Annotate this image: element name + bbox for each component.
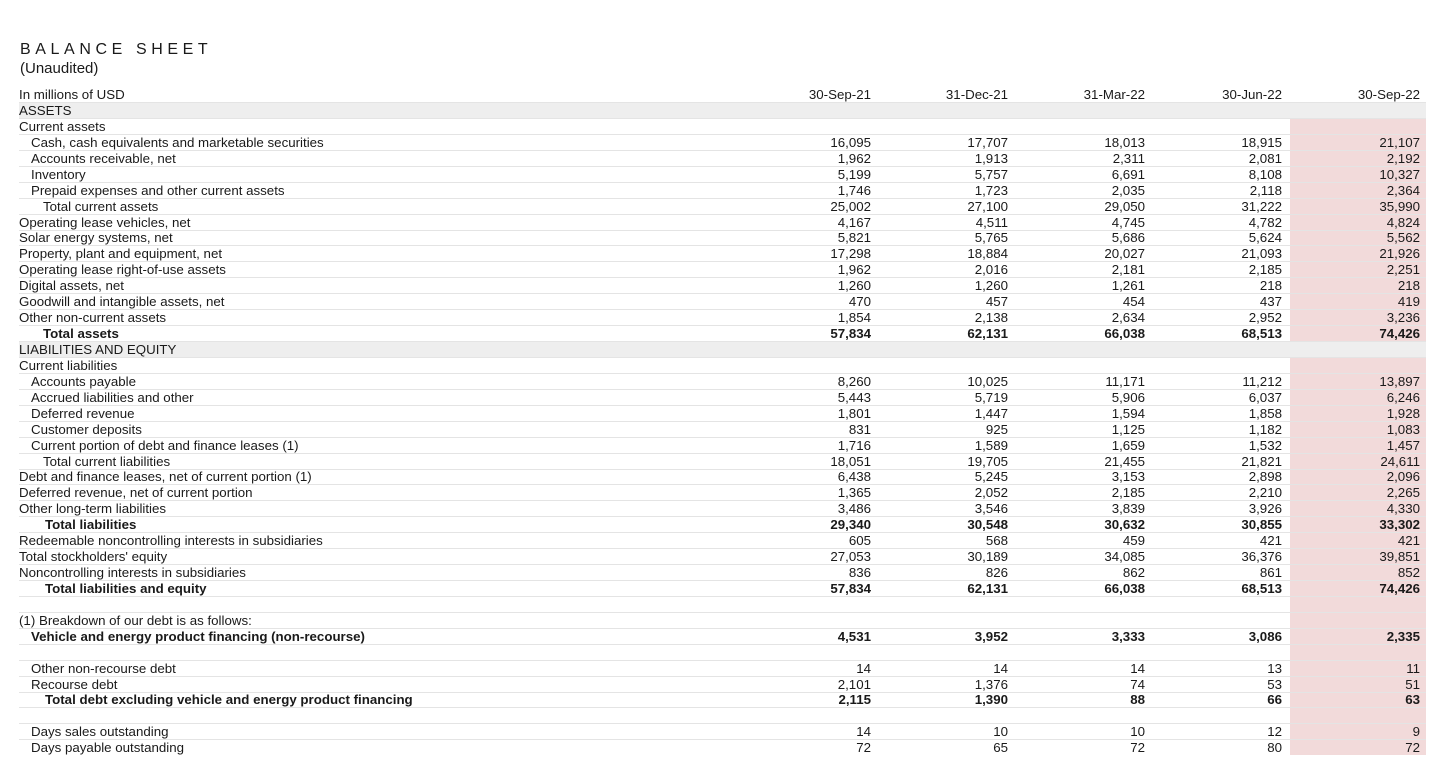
table-row: [19, 246, 1426, 262]
value-cell: 2,210: [1248, 485, 1282, 501]
value-cell: 1,447: [974, 405, 1008, 421]
table-row: [19, 677, 1426, 693]
table-row: [19, 294, 1426, 310]
value-cell: 66,038: [1104, 326, 1145, 341]
table-row: [19, 310, 1426, 326]
value-cell: 88: [1130, 692, 1145, 708]
row-label: Accrued liabilities and other: [31, 389, 194, 405]
table-row: [19, 183, 1426, 199]
value-cell: 5,765: [974, 230, 1008, 246]
value-cell: 1,390: [974, 692, 1008, 708]
row-label: Operating lease vehicles, net: [19, 214, 191, 230]
table-row: [19, 501, 1426, 517]
row-label: Redeemable noncontrolling interests in subsidiaries: [19, 533, 323, 549]
value-cell: 459: [1122, 533, 1145, 549]
value-cell: 4,824: [1386, 214, 1420, 230]
table-row: [19, 406, 1426, 422]
period-header: 30-Sep-22: [1357, 87, 1420, 102]
value-cell: 18,915: [1241, 134, 1282, 150]
value-cell: 29,340: [830, 517, 871, 533]
table-row: [19, 517, 1426, 533]
value-cell: 1,858: [1248, 405, 1282, 421]
value-cell: 3,333: [1111, 628, 1145, 644]
value-cell: 2,096: [1386, 469, 1420, 485]
row-label: Other non-current assets: [19, 310, 167, 326]
value-cell: 836: [848, 565, 871, 580]
row-label: Total current liabilities: [43, 453, 171, 469]
table-row: [19, 708, 1426, 724]
value-cell: 3,486: [837, 501, 871, 517]
value-cell: 2,181: [1111, 262, 1145, 278]
table-row: [19, 692, 1426, 708]
value-cell: 2,335: [1386, 628, 1420, 644]
row-label: Digital assets, net: [19, 278, 124, 294]
row-label: Recourse debt: [31, 676, 118, 692]
value-cell: 1,532: [1248, 437, 1282, 453]
value-cell: 9: [1412, 724, 1420, 740]
value-cell: 62,131: [967, 580, 1008, 596]
row-label: Operating lease right-of-use assets: [19, 262, 226, 278]
table-row: [19, 167, 1426, 183]
value-cell: 8,260: [837, 373, 871, 389]
row-label: Total current assets: [43, 198, 159, 214]
table-row: [19, 549, 1426, 565]
value-cell: 1,365: [837, 485, 871, 501]
row-label: Debt and finance leases, net of current portion (1): [19, 469, 312, 485]
section-header-row: [19, 103, 1426, 119]
value-cell: 3,952: [974, 628, 1008, 644]
value-cell: 2,898: [1248, 469, 1282, 485]
value-cell: 862: [1122, 565, 1145, 580]
table-row: [19, 135, 1426, 151]
table-header-row: [19, 87, 1426, 103]
value-cell: 1,716: [837, 437, 871, 453]
row-label: Total stockholders' equity: [19, 549, 168, 564]
value-cell: 2,115: [838, 692, 871, 708]
row-label: Total assets: [43, 326, 119, 341]
value-cell: 1,376: [974, 676, 1008, 692]
value-cell: 1,801: [837, 405, 871, 421]
value-cell: 831: [848, 421, 871, 437]
table-row: [19, 565, 1426, 581]
value-cell: 74,426: [1379, 326, 1420, 341]
table-row: [19, 438, 1426, 454]
row-label: Current liabilities: [19, 357, 118, 373]
table-row: [19, 278, 1426, 294]
row-label: Vehicle and energy product financing (non-recourse): [31, 628, 365, 644]
value-cell: 24,611: [1380, 453, 1420, 469]
value-cell: 1,457: [1386, 437, 1420, 453]
value-cell: 2,265: [1386, 485, 1420, 501]
row-label: Solar energy systems, net: [19, 230, 173, 246]
table-row: [19, 724, 1426, 740]
value-cell: 27,053: [830, 549, 871, 564]
table-row: [19, 645, 1426, 661]
value-cell: 33,302: [1379, 517, 1420, 533]
value-cell: 13: [1267, 660, 1282, 676]
value-cell: 6,037: [1248, 389, 1282, 405]
value-cell: 1,854: [837, 310, 871, 326]
table-row: [19, 230, 1426, 246]
value-cell: 1,589: [974, 437, 1008, 453]
value-cell: 454: [1122, 294, 1145, 310]
period-header: 31-Dec-21: [945, 87, 1008, 102]
section-header-row: [19, 342, 1426, 358]
value-cell: 1,928: [1386, 405, 1420, 421]
value-cell: 14: [856, 724, 871, 740]
value-cell: 30,189: [967, 549, 1008, 564]
value-cell: 1,913: [974, 150, 1008, 166]
value-cell: 2,185: [1111, 485, 1145, 501]
value-cell: 1,962: [837, 150, 871, 166]
row-label: Cash, cash equivalents and marketable securities: [31, 134, 324, 150]
value-cell: 925: [985, 421, 1008, 437]
value-cell: 20,027: [1104, 246, 1145, 262]
row-label: ASSETS: [19, 103, 72, 118]
value-cell: 457: [985, 294, 1008, 310]
row-label: Total liabilities and equity: [45, 580, 207, 596]
value-cell: 57,834: [830, 326, 871, 341]
value-cell: 57,834: [830, 580, 871, 596]
value-cell: 5,624: [1248, 230, 1282, 246]
value-cell: 51: [1405, 676, 1420, 692]
value-cell: 19,705: [967, 453, 1008, 469]
value-cell: 2,101: [837, 676, 871, 692]
value-cell: 72: [1130, 740, 1145, 756]
value-cell: 68,513: [1241, 326, 1282, 341]
value-cell: 6,246: [1386, 389, 1420, 405]
row-label: Current assets: [19, 118, 106, 134]
value-cell: 5,686: [1111, 230, 1145, 246]
value-cell: 10,327: [1379, 166, 1420, 182]
table-row: [19, 422, 1426, 438]
value-cell: 2,634: [1111, 310, 1145, 326]
table-row: [19, 390, 1426, 406]
row-label: Days sales outstanding: [31, 724, 169, 740]
value-cell: 218: [1259, 278, 1282, 294]
value-cell: 10: [993, 724, 1008, 740]
value-cell: 5,562: [1386, 230, 1420, 246]
value-cell: 74: [1130, 676, 1145, 692]
value-cell: 2,311: [1112, 150, 1145, 166]
row-label: Total debt excluding vehicle and energy product financing: [45, 692, 413, 708]
value-cell: 2,052: [974, 485, 1008, 501]
row-label: (1) Breakdown of our debt is as follows:: [19, 612, 252, 628]
value-cell: 30,632: [1104, 517, 1145, 533]
value-cell: 53: [1267, 676, 1282, 692]
value-cell: 5,757: [974, 166, 1008, 182]
value-cell: 72: [856, 740, 871, 756]
value-cell: 17,298: [830, 246, 871, 262]
value-cell: 3,153: [1111, 469, 1145, 485]
value-cell: 17,707: [967, 134, 1008, 150]
row-label: Days payable outstanding: [31, 740, 185, 756]
value-cell: 18,013: [1104, 134, 1145, 150]
value-cell: 4,531: [837, 628, 871, 644]
value-cell: 30,548: [967, 517, 1008, 533]
value-cell: 1,746: [837, 182, 871, 198]
table-row: [19, 454, 1426, 470]
value-cell: 1,723: [974, 182, 1008, 198]
value-cell: 2,118: [1249, 182, 1282, 198]
value-cell: 3,839: [1111, 501, 1145, 517]
row-label: Accounts receivable, net: [31, 150, 176, 166]
units-label: In millions of USD: [19, 87, 125, 102]
value-cell: 35,990: [1379, 198, 1420, 214]
value-cell: 80: [1267, 740, 1282, 756]
value-cell: 2,081: [1248, 150, 1282, 166]
value-cell: 1,659: [1111, 437, 1145, 453]
value-cell: 31,222: [1241, 198, 1282, 214]
value-cell: 21,107: [1379, 134, 1420, 150]
value-cell: 10: [1130, 724, 1145, 740]
table-row: [19, 199, 1426, 215]
value-cell: 16,095: [830, 134, 871, 150]
value-cell: 1,260: [974, 278, 1008, 294]
value-cell: 68,513: [1241, 580, 1282, 596]
value-cell: 826: [985, 565, 1008, 580]
row-label: LIABILITIES AND EQUITY: [19, 341, 177, 357]
value-cell: 29,050: [1104, 198, 1145, 214]
value-cell: 2,035: [1111, 182, 1145, 198]
value-cell: 21,926: [1379, 246, 1420, 262]
value-cell: 63: [1405, 692, 1420, 708]
value-cell: 2,251: [1386, 262, 1420, 278]
value-cell: 39,851: [1379, 549, 1420, 564]
value-cell: 852: [1397, 565, 1420, 580]
value-cell: 437: [1259, 294, 1282, 310]
value-cell: 5,906: [1111, 389, 1145, 405]
row-label: Other long-term liabilities: [19, 501, 167, 517]
value-cell: 8,108: [1248, 166, 1282, 182]
value-cell: 419: [1397, 294, 1420, 310]
value-cell: 25,002: [830, 198, 871, 214]
period-header: 30-Jun-22: [1222, 87, 1282, 102]
row-label: Prepaid expenses and other current assets: [31, 182, 285, 198]
row-label: Accounts payable: [31, 373, 136, 389]
value-cell: 3,926: [1248, 501, 1282, 517]
value-cell: 2,952: [1248, 310, 1282, 326]
value-cell: 5,443: [837, 389, 871, 405]
value-cell: 2,138: [974, 310, 1008, 326]
value-cell: 6,691: [1111, 166, 1145, 182]
table-row: [19, 151, 1426, 167]
value-cell: 27,100: [967, 198, 1008, 214]
table-row: [19, 374, 1426, 390]
table-row: [19, 613, 1426, 629]
value-cell: 2,016: [974, 262, 1008, 278]
value-cell: 66,038: [1104, 580, 1145, 596]
value-cell: 1,594: [1111, 405, 1145, 421]
row-label: Property, plant and equipment, net: [19, 246, 223, 262]
value-cell: 4,745: [1111, 214, 1145, 230]
value-cell: 1,083: [1386, 421, 1420, 437]
table-row: [19, 119, 1426, 135]
value-cell: 72: [1405, 740, 1420, 756]
value-cell: 30,855: [1241, 517, 1282, 533]
row-label: Noncontrolling interests in subsidiaries: [19, 565, 246, 580]
value-cell: 4,782: [1248, 214, 1282, 230]
value-cell: 1,182: [1248, 421, 1282, 437]
value-cell: 1,261: [1111, 278, 1145, 294]
value-cell: 18,051: [830, 453, 871, 469]
table-row: [19, 597, 1426, 613]
value-cell: 2,185: [1248, 262, 1282, 278]
value-cell: 5,199: [837, 166, 871, 182]
value-cell: 2,192: [1386, 150, 1420, 166]
row-label: Total liabilities: [45, 517, 137, 533]
value-cell: 74,426: [1379, 580, 1420, 596]
table-row: [19, 485, 1426, 501]
value-cell: 5,821: [837, 230, 871, 246]
value-cell: 14: [1130, 660, 1145, 676]
value-cell: 12: [1267, 724, 1282, 740]
value-cell: 1,962: [837, 262, 871, 278]
value-cell: 568: [985, 533, 1008, 549]
table-row: [19, 581, 1426, 597]
table-row: [19, 358, 1426, 374]
period-header: 30-Sep-21: [808, 87, 871, 102]
row-label: Deferred revenue: [31, 405, 135, 421]
table-row: [19, 533, 1426, 549]
page-title: BALANCE SHEET: [20, 41, 213, 58]
period-header: 31-Mar-22: [1083, 87, 1145, 102]
table-row: [19, 262, 1426, 278]
table-row: [19, 469, 1426, 485]
value-cell: 3,086: [1248, 628, 1282, 644]
table-row: [19, 326, 1426, 342]
value-cell: 3,546: [974, 501, 1008, 517]
row-label: Inventory: [31, 166, 86, 182]
table-row: [19, 215, 1426, 231]
value-cell: 18,884: [967, 246, 1008, 262]
value-cell: 14: [993, 660, 1008, 676]
value-cell: 13,897: [1379, 373, 1420, 389]
value-cell: 4,511: [975, 214, 1008, 230]
page-subtitle: (Unaudited): [20, 60, 99, 77]
value-cell: 1,260: [837, 278, 871, 294]
row-label: Goodwill and intangible assets, net: [19, 294, 225, 310]
table-row: [19, 740, 1426, 755]
value-cell: 21,821: [1241, 453, 1282, 469]
value-cell: 4,330: [1386, 501, 1420, 517]
row-label: Customer deposits: [31, 421, 142, 437]
value-cell: 21,455: [1104, 453, 1145, 469]
value-cell: 66: [1267, 692, 1282, 708]
value-cell: 3,236: [1386, 310, 1420, 326]
value-cell: 36,376: [1241, 549, 1282, 564]
value-cell: 11,171: [1105, 373, 1145, 389]
value-cell: 861: [1259, 565, 1282, 580]
value-cell: 34,085: [1104, 549, 1145, 564]
table-row: [19, 661, 1426, 677]
value-cell: 14: [856, 660, 871, 676]
value-cell: 10,025: [967, 373, 1008, 389]
table-row: [19, 629, 1426, 645]
value-cell: 605: [848, 533, 871, 549]
value-cell: 11,212: [1242, 373, 1282, 389]
value-cell: 2,364: [1386, 182, 1420, 198]
value-cell: 5,719: [974, 389, 1008, 405]
value-cell: 21,093: [1241, 246, 1282, 262]
value-cell: 11: [1406, 660, 1420, 676]
value-cell: 5,245: [974, 469, 1008, 485]
value-cell: 470: [848, 294, 871, 310]
value-cell: 421: [1259, 533, 1282, 549]
row-label: Current portion of debt and finance leases (1): [31, 437, 299, 453]
row-label: Other non-recourse debt: [31, 660, 176, 676]
value-cell: 4,167: [837, 214, 871, 230]
value-cell: 421: [1397, 533, 1420, 549]
value-cell: 218: [1397, 278, 1420, 294]
value-cell: 6,438: [837, 469, 871, 485]
row-label: Deferred revenue, net of current portion: [19, 485, 253, 501]
value-cell: 62,131: [967, 326, 1008, 341]
value-cell: 1,125: [1111, 421, 1145, 437]
value-cell: 65: [993, 740, 1008, 756]
